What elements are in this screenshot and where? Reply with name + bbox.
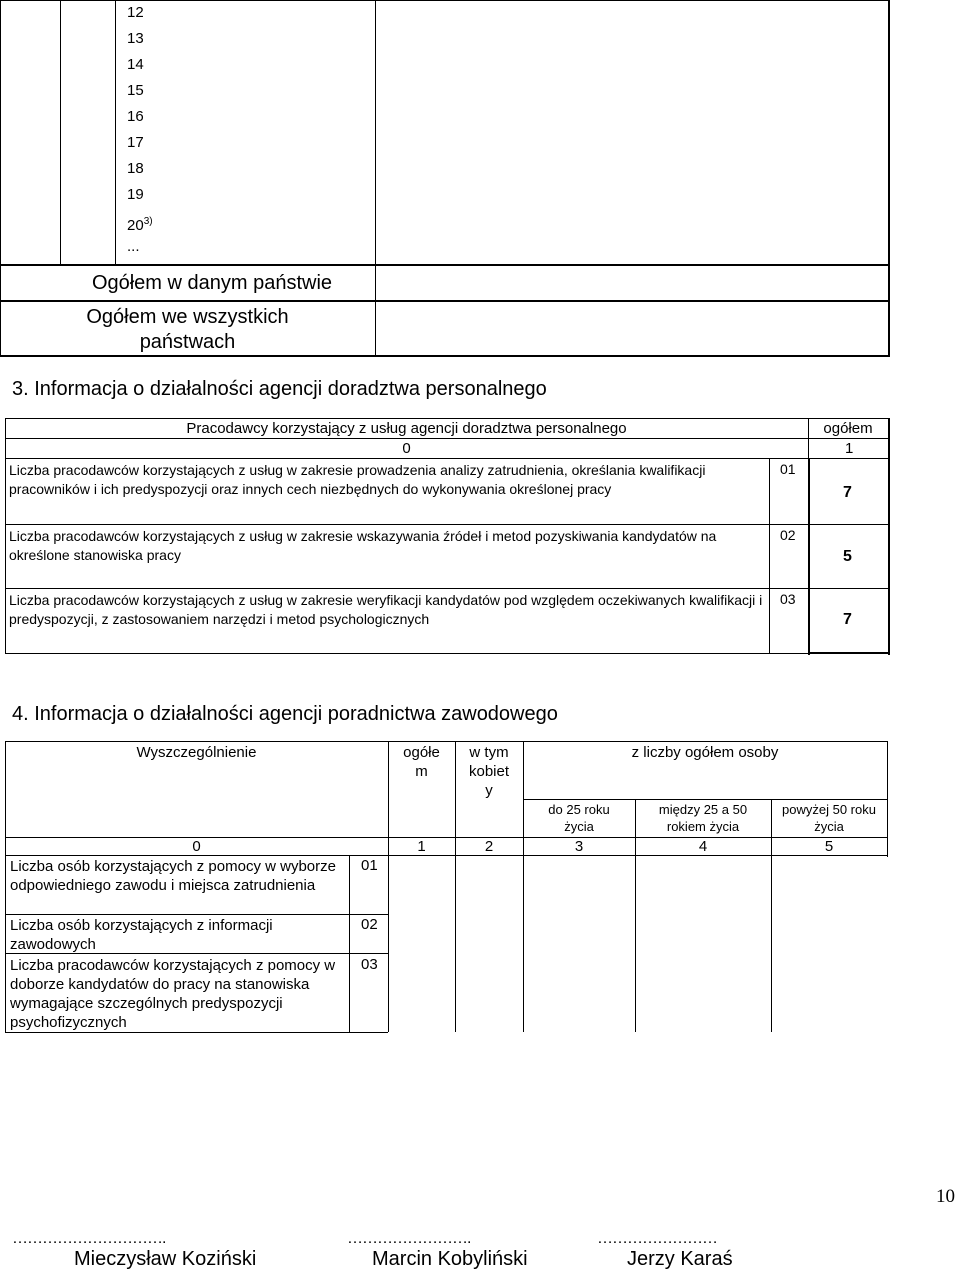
- row-01-label: Liczba pracodawców korzystających z usług w zakresie prowadzenia analizy zatrudnienia, określania kwalifikacji pracowników i ich predyspozycji oraz innych cech niezbędnych do wykonywania określonej pracy: [9, 462, 706, 497]
- row-number-17: 17: [127, 134, 144, 151]
- header-women-line1: w tym: [469, 744, 509, 761]
- header-specification: Wyszczególnienie: [136, 744, 257, 761]
- total-all-label-line2: państwach: [139, 331, 236, 353]
- header-age-under-25-line2: życia: [564, 819, 594, 834]
- row-02-value: 5: [843, 548, 852, 565]
- col-index-1: 1: [417, 838, 426, 855]
- header-age-25-50-line2: rokiem życia: [666, 819, 740, 834]
- header-total-line1: ogółe: [403, 744, 440, 761]
- header-age-over-50-line1: powyżej 50 roku: [782, 802, 876, 817]
- row-03-value: 7: [843, 611, 852, 628]
- signatory-2: Marcin Kobyliński: [372, 1248, 528, 1270]
- row-02-code: 02: [780, 527, 796, 543]
- total-state-label: Ogółem w danym państwie: [91, 272, 333, 294]
- signatory-3: Jerzy Karaś: [627, 1248, 733, 1270]
- row-number-14: 14: [127, 56, 144, 73]
- row-02-label: Liczba osób korzystających z informacji zawodowych: [10, 917, 273, 953]
- col-index-4: 4: [698, 838, 708, 855]
- section-3-heading: 3. Informacja o działalności agencji doradztwa personalnego: [12, 378, 547, 400]
- header-women-line2: kobiet: [468, 763, 510, 780]
- total-all-label-line1: Ogółem we wszystkich: [86, 306, 289, 328]
- row-01-label: Liczba osób korzystających z pomocy w wyborze odpowiedniego zawodu i miejsca zatrudnienia: [10, 858, 336, 894]
- row-03-code: 03: [361, 956, 378, 973]
- col-index-0: 0: [402, 440, 411, 457]
- col-index-2: 2: [484, 838, 494, 855]
- header-age-over-50-line2: życia: [814, 819, 844, 834]
- page-number: 10: [936, 1186, 955, 1207]
- row-number-13: 13: [127, 30, 144, 47]
- row-number-19: 19: [127, 186, 144, 203]
- header-total-line2: m: [415, 763, 428, 780]
- header-age-under-25-line1: do 25 roku: [548, 802, 610, 817]
- row-03-code: 03: [780, 591, 796, 607]
- col-index-0: 0: [192, 838, 201, 855]
- section-4-heading: 4. Informacja o działalności agencji poradnictwa zawodowego: [12, 703, 558, 725]
- row-03-label: Liczba pracodawców korzystających z pomocy w doborze kandydatów do pracy na stanowiska wymagające szczególnych predyspozycji psychofizycznych: [10, 957, 336, 1031]
- col-index-1: 1: [845, 440, 854, 457]
- row-number-20: 20$^{3)}$: [127, 216, 153, 234]
- col-header-employers: Pracodawcy korzystający z usług agencji doradztwa personalnego: [186, 420, 627, 437]
- footnote-ref: 3): [143, 216, 153, 227]
- header-age-25-50-line1: między 25 a 50: [658, 802, 748, 817]
- row-02-code: 02: [361, 916, 378, 933]
- header-women-line3: y: [485, 782, 493, 799]
- row-01-code: 01: [780, 461, 796, 477]
- row-number-18: 18: [127, 160, 144, 177]
- row-02-label: Liczba pracodawców korzystających z usług w zakresie wskazywania źródeł i metod pozyskiwania kandydatów na określone stanowiska pracy: [9, 528, 717, 563]
- signature-dots-1: ………………………….: [12, 1230, 166, 1247]
- row-ellipsis: ...: [127, 238, 140, 255]
- row-number-12: 12: [127, 4, 144, 21]
- col-header-total: ogółem: [823, 420, 873, 437]
- signature-dots-3: ……………………: [597, 1230, 717, 1247]
- col-index-3: 3: [574, 838, 584, 855]
- row-03-label: Liczba pracodawców korzystających z usług w zakresie weryfikacji kandydatów pod względem oczekiwanych kwalifikacji i predyspozycji, z zastosowaniem narzędzi i metod psychologicznych: [9, 592, 763, 627]
- row-number-16: 16: [127, 108, 144, 125]
- header-of-total: z liczby ogółem osoby: [631, 744, 779, 761]
- row-01-value: 7: [843, 484, 852, 501]
- signature-dots-2: …………………….: [347, 1230, 471, 1247]
- row-01-code: 01: [361, 857, 378, 874]
- signatory-1: Mieczysław Koziński: [74, 1248, 257, 1270]
- col-index-5: 5: [824, 838, 834, 855]
- row-number-15: 15: [127, 82, 144, 99]
